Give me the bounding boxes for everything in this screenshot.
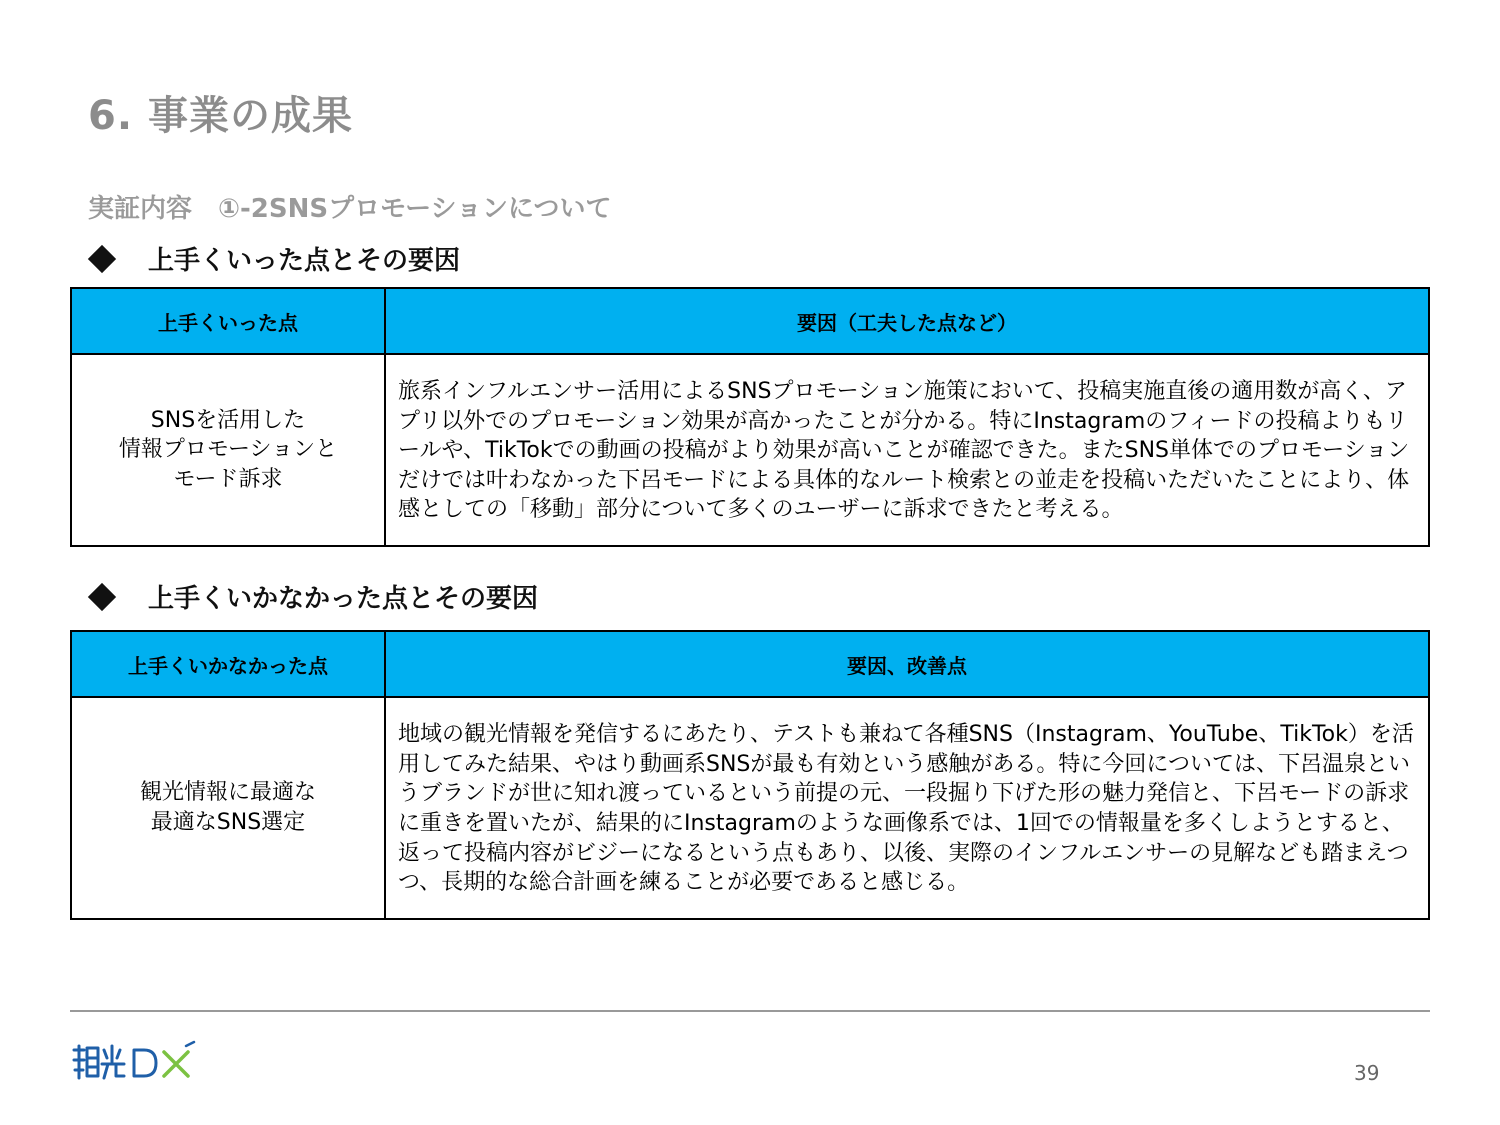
section-heading-failure-text: 上手くいかなかった点とその要因 [148,584,539,614]
failure-table [70,630,1430,920]
failure-point-cell: 観光情報に最適な 最適なSNS選定 [71,697,385,919]
section-heading-success [88,240,460,277]
footer-divider [70,1010,1430,1012]
success-table [70,287,1430,547]
success-col1-header: 上手くいった点 [71,288,385,354]
failure-reason-cell: 地域の観光情報を発信するにあたり、テストも兼ねて各種SNS（Instagram、YouTube、TikTok）を活用してみた結果、やはり動画系SNSが最も有効という感触がある。特に今回については、下呂温泉というブランドが世に知れ渡っているという前提の元、一段掘り下げた形の魅力発信と、下呂モードの訴求に重きを置いたが、結果的にInstagramのような画像系では、1回での情報量を多くしようとすると、返って投稿内容がビジーになるという点もあり、以後、実際のインフルエンサーの見解なども踏まえつつ、長期的な総合計画を練ることが必要であると感じる。 [385,697,1429,919]
table-header-row [71,288,1429,354]
section-heading-success-text: 上手くいった点とその要因 [148,246,461,276]
failure-col2-header: 要因、改善点 [385,631,1429,697]
diamond-bullet-icon [88,582,116,610]
failure-col1-header: 上手くいかなかった点 [71,631,385,697]
success-point-cell: SNSを活用した 情報プロモーションと モード訴求 [71,354,385,546]
table-row [71,354,1429,546]
table-header-row [71,631,1429,697]
success-col2-header: 要因（工夫した点など） [385,288,1429,354]
page-subtitle: 実証内容 ①-2SNSプロモーションについて [88,194,612,224]
page-number: 39 [1354,1061,1380,1085]
page-title: 6. 事業の成果 [88,93,353,139]
section-heading-failure [88,578,538,615]
success-reason-cell: 旅系インフルエンサー活用によるSNSプロモーション施策において、投稿実施直後の適用数が高く、アプリ以外でのプロモーション効果が高かったことが分かる。特にInstagramのフィードの投稿よりもリールや、TikTokでの動画の投稿がより効果が高いことが確認できた。またSNS単体でのプロモーションだけでは叶わなかった下呂モードによる具体的なルート検索との並走を投稿いただいたことにより、体感としての「移動」部分について多くのユーザーに訴求できたと考える。 [385,354,1429,546]
kanko-dx-logo [70,1040,200,1084]
diamond-bullet-icon [88,244,116,272]
table-row [71,697,1429,919]
